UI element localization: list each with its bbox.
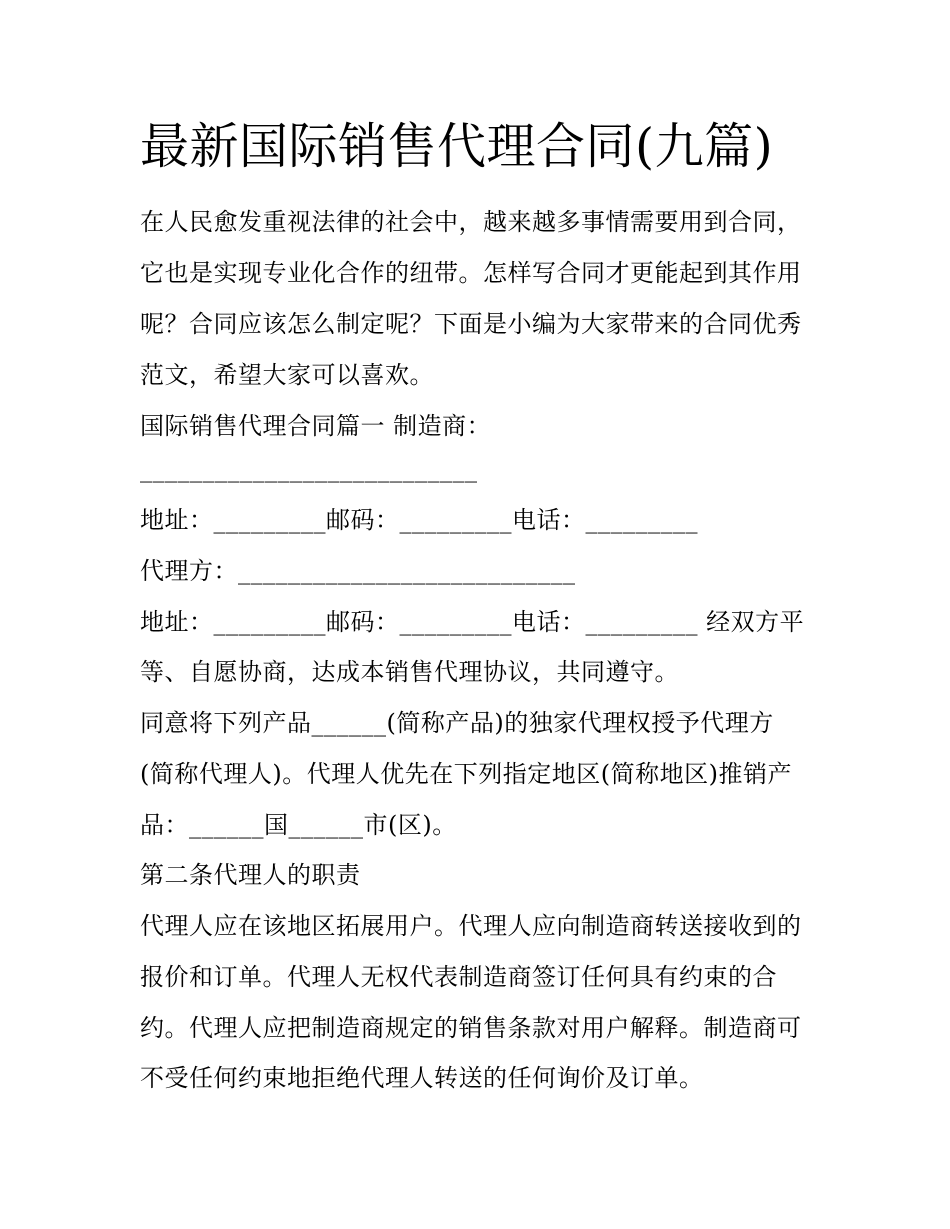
paragraph-line: 品：______国______市(区)。 [140, 811, 457, 839]
section-heading-line: 国际销售代理合同篇一 制造商： [140, 412, 492, 440]
paragraph-line: (简称代理人)。代理人优先在下列指定地区(简称地区)推销产 [140, 760, 792, 788]
paragraph-line: 呢？合同应该怎么制定呢？下面是小编为大家带来的合同优秀 [140, 310, 802, 338]
paragraph-line: 代理人应在该地区拓展用户。代理人应向制造商转送接收到的 [140, 912, 802, 940]
paragraph-line: 范文，希望大家可以喜欢。 [140, 361, 434, 389]
paragraph-line: 约。代理人应把制造商规定的销售条款对用户解释。制造商可 [140, 1014, 802, 1042]
paragraph-line: 等、自愿协商，达成本销售代理协议，共同遵守。 [140, 658, 679, 686]
paragraph-line: 报价和订单。代理人无权代表制造商签订任何具有约束的合 [140, 963, 777, 991]
paragraph-line: 它也是实现专业化合作的纽带。怎样写合同才更能起到其作用 [140, 259, 802, 287]
address-fields-line: 地址：_________邮码：_________电话：_________ 经双方平 [140, 608, 805, 636]
document-title: 最新国际销售代理合同(九篇) [140, 118, 774, 175]
blank-fill-line: ___________________________ [140, 455, 478, 483]
article-heading: 第二条代理人的职责 [140, 861, 361, 889]
address-fields-line: 地址：_________邮码：_________电话：_________ [140, 506, 698, 534]
agent-field-line: 代理方：___________________________ [140, 557, 576, 585]
paragraph-line: 同意将下列产品______(简称产品)的独家代理权授予代理方 [140, 709, 774, 737]
paragraph-line: 在人民愈发重视法律的社会中，越来越多事情需要用到合同， [140, 208, 802, 236]
paragraph-line: 不受任何约束地拒绝代理人转送的任何询价及订单。 [140, 1064, 704, 1092]
